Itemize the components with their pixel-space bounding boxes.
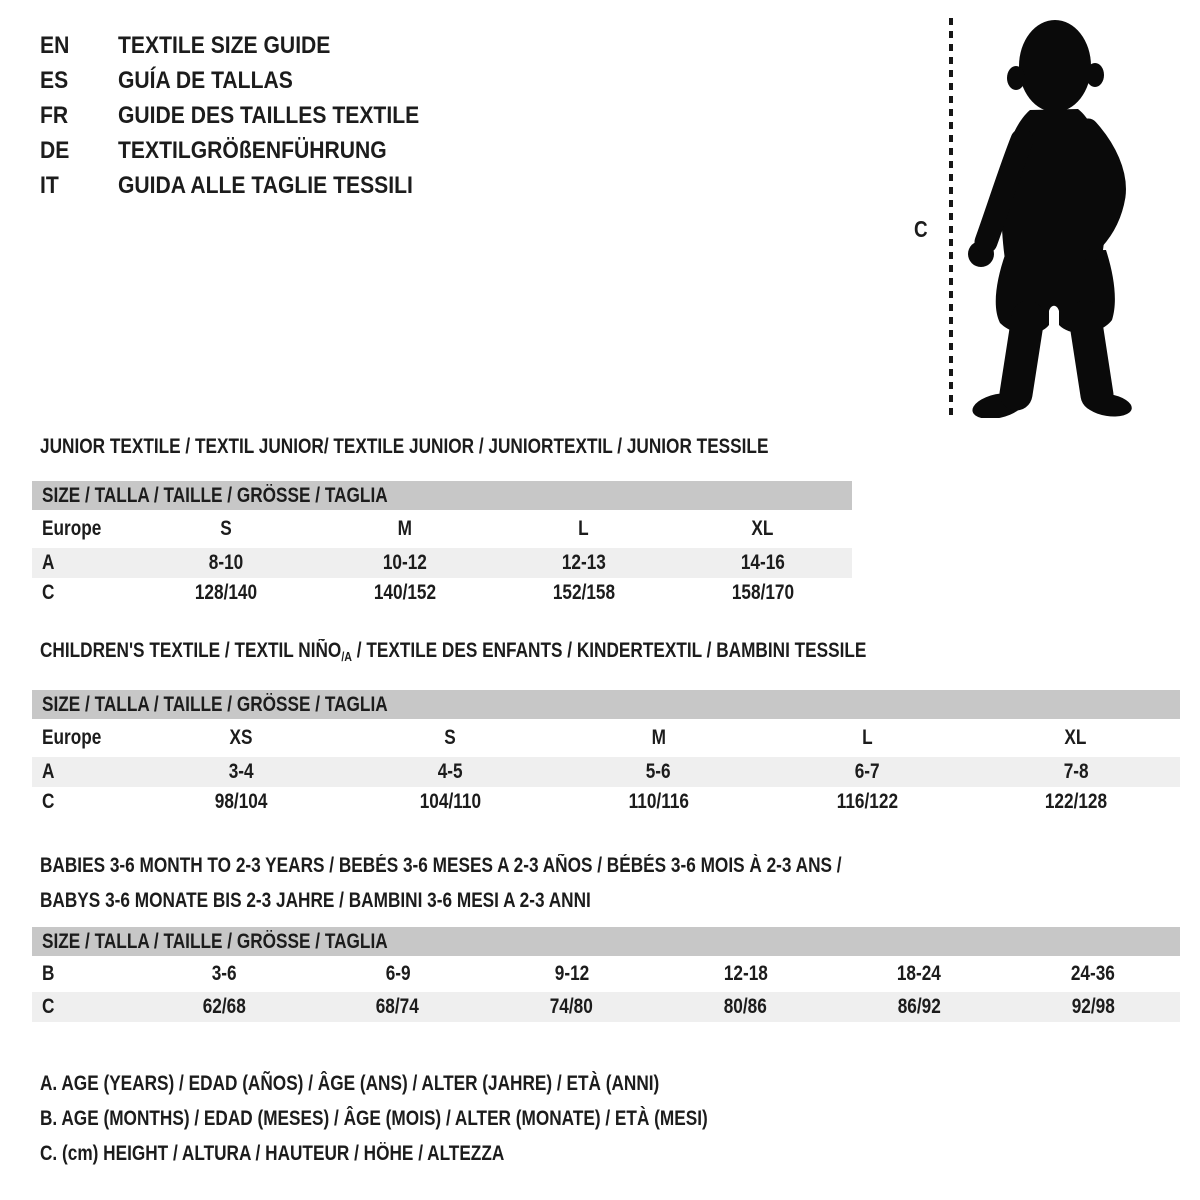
size-header-bar — [32, 690, 1180, 719]
children-section-heading: CHILDREN'S TEXTILE / TEXTIL $NIÑO_{/A}$ / TEXTILE DES ENFANTS / KINDERTEXTIL / BAMBINI TESSILE — [40, 639, 867, 664]
value-cell: 9-12 — [554, 962, 589, 985]
junior-section-heading: JUNIOR TEXTILE / TEXTIL JUNIOR/ TEXTILE JUNIOR / JUNIORTEXTIL / JUNIOR TESSILE — [40, 435, 769, 458]
nino-a-subscript: /A — [341, 649, 352, 664]
language-title-list — [40, 28, 460, 203]
junior-size-table — [32, 481, 852, 608]
row-label: C — [42, 581, 55, 604]
table-row-age — [32, 548, 852, 578]
measure-legend — [40, 1066, 854, 1171]
size-header-label: SIZE / TALLA / TAILLE / GRÖSSE / TAGLIA — [42, 692, 388, 716]
language-row — [40, 98, 460, 133]
value-cell: 14-16 — [740, 551, 785, 574]
value-cell: 24-36 — [1071, 962, 1116, 985]
value-cell: 8-10 — [209, 551, 244, 574]
row-label: Europe — [42, 517, 102, 540]
language-row — [40, 168, 460, 203]
value-cell: 158/170 — [731, 581, 794, 604]
size-cell: S — [444, 726, 456, 749]
table-row-height — [32, 578, 852, 608]
row-label: A — [42, 760, 55, 783]
language-row — [40, 63, 460, 98]
value-cell: 86/92 — [897, 995, 941, 1018]
language-row — [40, 133, 460, 168]
value-cell: 152/158 — [552, 581, 615, 604]
language-title: GUIDA ALLE TAGLIE TESSILI — [118, 171, 413, 199]
value-cell: 18-24 — [897, 962, 942, 985]
children-size-table — [32, 690, 1180, 817]
value-cell: 12-13 — [561, 551, 606, 574]
language-code: EN — [40, 31, 70, 59]
value-cell: 5-6 — [646, 760, 671, 783]
language-title: GUIDE DES TAILLES TEXTILE — [118, 101, 420, 129]
table-row-months — [32, 956, 1180, 992]
value-cell: 110/116 — [628, 790, 689, 813]
babies-section-heading: BABIES 3-6 MONTH TO 2-3 YEARS / BEBÉS 3-6 MESES A 2-3 AÑOS / BÉBÉS 3-6 MOIS À 2-3 ANS / BABYS 3-6 MONATE BIS 2-3 JAHRE / BAMBINI 3-6 MESI A 2-3 ANNI — [40, 853, 842, 912]
table-row-sizes — [32, 719, 1180, 757]
value-cell: 98/104 — [214, 790, 268, 813]
row-label: C — [42, 995, 55, 1018]
size-header-bar — [32, 927, 1180, 956]
row-label: A — [42, 551, 55, 574]
size-cell: XL — [751, 517, 774, 540]
value-cell: 80/86 — [723, 995, 767, 1018]
value-cell: 4-5 — [437, 760, 463, 783]
legend-line-c: C. (cm) HEIGHT / ALTURA / HAUTEUR / HÖHE / ALTEZZA — [40, 1141, 505, 1165]
table-row-age — [32, 757, 1180, 787]
value-cell: 10-12 — [383, 551, 428, 574]
size-cell: M — [651, 726, 666, 749]
language-title: TEXTILGRÖßENFÜHRUNG — [118, 136, 387, 164]
size-cell: XL — [1064, 726, 1087, 749]
size-header-bar — [32, 481, 852, 510]
size-cell: L — [578, 517, 590, 540]
value-cell: 140/152 — [373, 581, 437, 604]
value-cell: 116/122 — [836, 790, 898, 813]
value-cell: 3-6 — [211, 962, 237, 985]
size-cell: S — [220, 517, 233, 540]
measure-c-label: C — [914, 216, 928, 242]
value-cell: 92/98 — [1071, 995, 1115, 1018]
toddler-silhouette-image — [958, 14, 1143, 418]
value-cell: 6-7 — [854, 760, 880, 783]
value-cell: 128/140 — [195, 581, 258, 604]
value-cell: 104/110 — [419, 790, 481, 813]
table-row-sizes — [32, 510, 852, 548]
babies-size-table — [32, 927, 1180, 1022]
value-cell: 6-9 — [385, 962, 411, 985]
row-label: B — [42, 962, 55, 985]
value-cell: 122/128 — [1044, 790, 1107, 813]
height-measure-dashed-line — [949, 18, 953, 416]
language-row — [40, 28, 460, 63]
value-cell: 3-4 — [228, 760, 254, 783]
value-cell: 12-18 — [723, 962, 768, 985]
size-cell: L — [861, 726, 873, 749]
size-cell: M — [397, 517, 413, 540]
value-cell: 7-8 — [1063, 760, 1089, 783]
value-cell: 68/74 — [376, 995, 420, 1018]
legend-line-b: B. AGE (MONTHS) / EDAD (MESES) / ÂGE (MOIS) / ALTER (MONATE) / ETÀ (MESI) — [40, 1106, 708, 1130]
size-cell: XS — [229, 726, 253, 749]
language-title: GUÍA DE TALLAS — [118, 66, 293, 94]
size-header-label: SIZE / TALLA / TAILLE / GRÖSSE / TAGLIA — [42, 929, 388, 953]
table-row-height — [32, 787, 1180, 817]
language-code: DE — [40, 136, 70, 164]
language-code: ES — [40, 66, 69, 94]
size-header-label: SIZE / TALLA / TAILLE / GRÖSSE / TAGLIA — [42, 483, 388, 507]
row-label: C — [42, 790, 55, 813]
row-label: Europe — [42, 726, 102, 749]
value-cell: 62/68 — [202, 995, 246, 1018]
language-code: FR — [40, 101, 69, 129]
legend-line-a: A. AGE (YEARS) / EDAD (AÑOS) / ÂGE (ANS) / ALTER (JAHRE) / ETÀ (ANNI) — [40, 1071, 660, 1095]
language-title: TEXTILE SIZE GUIDE — [118, 31, 331, 59]
value-cell: 74/80 — [550, 995, 594, 1018]
language-code: IT — [40, 171, 59, 199]
table-row-height — [32, 992, 1180, 1022]
